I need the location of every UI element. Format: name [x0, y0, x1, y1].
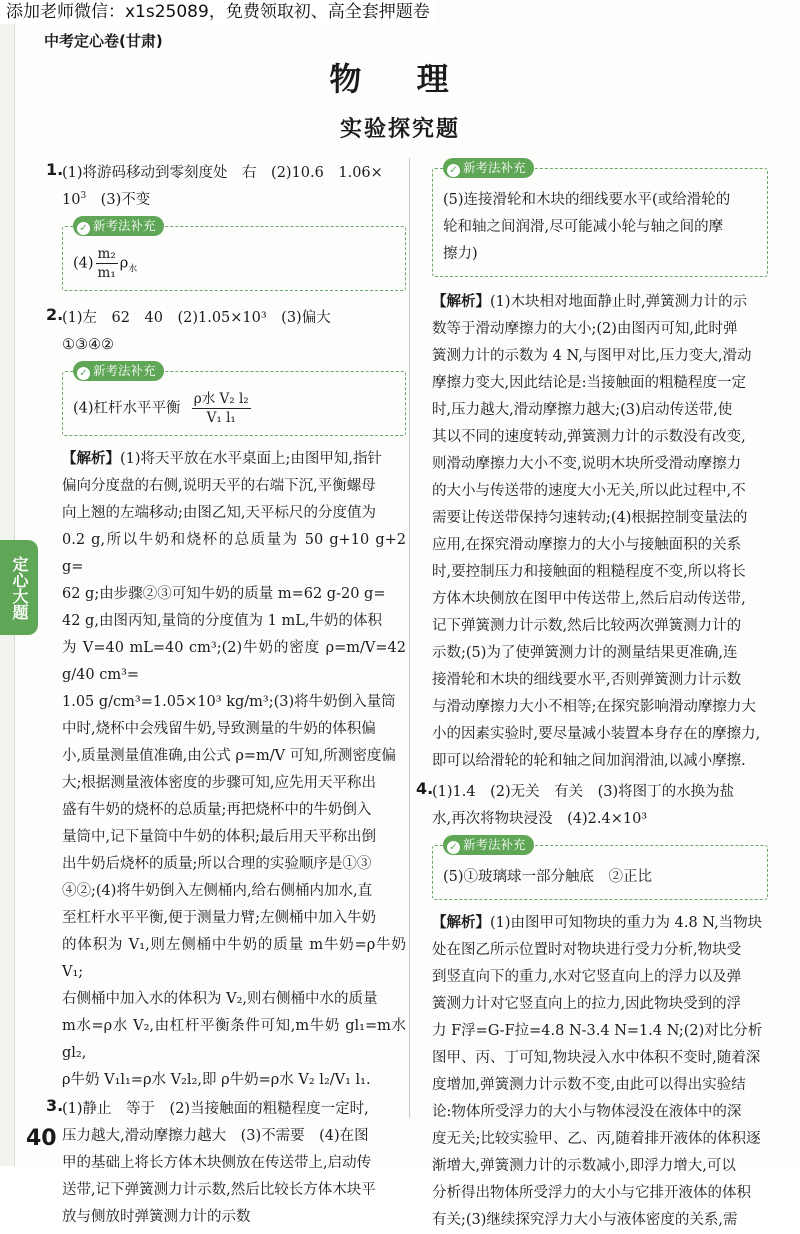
- text-line: 到竖直向下的重力,水对它竖直向上的浮力以及弹: [432, 969, 742, 985]
- supplement-box: [432, 837, 768, 900]
- text-line: 【解析】(1)将天平放在水平桌面上;由图甲知,指针: [62, 451, 383, 467]
- text-line: 偏向分度盘的右侧,说明天平的右端下沉,平衡螺母: [62, 478, 376, 494]
- fraction: $\frac{\text{ρ水 V₂ l₂}}{\text{V₁ l₁}}$: [193, 391, 249, 426]
- text-line: 送带,记下弹簧测力计示数,然后比较长方体木块平: [62, 1182, 376, 1198]
- analysis-3: [418, 289, 768, 775]
- question-number: 4.: [416, 779, 434, 798]
- text-line: 的大小与传送带的速度大小无关,所以此过程中,不: [432, 483, 746, 499]
- question-2: [48, 305, 406, 359]
- text-line: 力 F浮=G-F拉=4.8 N-3.4 N=1.4 N;(2)对比分析: [432, 1023, 763, 1039]
- left-column: [48, 160, 406, 1231]
- supplement-box: [62, 363, 406, 436]
- check-icon: ✓: [77, 367, 90, 380]
- supplement-badge: ✓ 新考法补充: [443, 835, 534, 855]
- text-line: 擦力): [443, 246, 478, 262]
- text-line: 甲的基础上将长方体木块侧放在传送带上,启动传: [62, 1155, 372, 1171]
- answer-lines: [432, 779, 768, 833]
- text-line: 有关;(3)继续探究浮力大小与液体密度的关系,需: [432, 1212, 738, 1228]
- text-line: 盛有牛奶的烧杯的总质量;再把烧杯中的牛奶倒入: [62, 802, 372, 818]
- supplement-box: [432, 160, 768, 277]
- supplement-text: (5)①玻璃球一部分触底 ②正比: [443, 869, 653, 885]
- text-line: 小,质量测量值准确,由公式 ρ=m/V 可知,所测密度偏: [62, 748, 396, 764]
- running-head: 中考定心卷(甘肃): [44, 32, 163, 50]
- text-line: 记下弹簧测力计示数,然后比较两次弹簧测力计的: [432, 618, 742, 634]
- text-line: (1)1.4 (2)无关 有关 (3)将图丁的水换为盐: [432, 784, 735, 800]
- text-line: 压力越大,滑动摩擦力越大 (3)不需要 (4)在图: [62, 1128, 369, 1144]
- supplement-text: (4)杠杆水平平衡 $\frac{\text{ρ水 V₂ l₂}}{\text{V₁ l₁}}$: [73, 391, 249, 426]
- text-line: 度无关;比较实验甲、乙、丙,随着排开液体的体积逐: [432, 1131, 761, 1147]
- analysis-2: [48, 446, 406, 1094]
- analysis-label: 【解析】: [62, 451, 120, 467]
- text-line: 小的因素实验时,要尽量减小装置本身存在的摩擦力,: [432, 726, 761, 742]
- supplement-text: (4) $\frac{\text{m₂}}{\text{m₁}}$ $\rho_水$: [73, 246, 138, 281]
- side-tab: 定心大题: [0, 540, 38, 635]
- text-line: 为 V=40 mL=40 cm³;(2)牛奶的密度 ρ=m/V=42 g/40 cm³=: [62, 640, 406, 683]
- answer-lines: [62, 1096, 406, 1231]
- text-line: 中时,烧杯中会残留牛奶,导致测量的牛奶的体积偏: [62, 721, 376, 737]
- text-line: 数等于滑动摩擦力的大小;(2)由图丙可知,此时弹: [432, 321, 738, 337]
- check-icon: ✓: [77, 222, 90, 235]
- answer-line: ①③④②: [62, 337, 114, 353]
- text-line: 时,压力越大,滑动摩擦力越大;(3)启动传送带,使: [432, 402, 733, 418]
- analysis-4: [418, 910, 768, 1234]
- text-line: 0.2 g,所以牛奶和烧杯的总质量为 50 g+10 g+2 g=: [62, 532, 406, 575]
- supplement-badge: ✓ 新考法补充: [73, 361, 164, 381]
- text-line: 62 g;由步骤②③可知牛奶的质量 m=62 g-20 g=: [62, 586, 386, 602]
- text-line: 摩擦力变大,因此结论是:当接触面的粗糙程度一定: [432, 375, 746, 391]
- answer-line: (1)左 62 40 (2)1.05×10³ (3)偏大: [62, 310, 331, 326]
- text-line: m水=ρ水 V₂,由杠杆平衡条件可知,m牛奶 gl₁=m水 gl₂,: [62, 1018, 406, 1061]
- analysis-text: [432, 910, 768, 1234]
- supplement-badge: ✓ 新考法补充: [73, 216, 164, 236]
- text-line: 出牛奶后烧杯的质量;所以合理的实验顺序是①③: [62, 856, 372, 872]
- page-number: 40: [26, 1126, 57, 1151]
- question-3: [48, 1096, 406, 1231]
- text-line: 时,要控制压力和接触面的粗糙程度不变,所以将长: [432, 564, 746, 580]
- column-divider: [409, 158, 410, 1118]
- answer-line: $10^3$ (3)不变: [62, 191, 151, 208]
- section-title: 实验探究题: [339, 117, 460, 142]
- text-line: (1)静止 等于 (2)当接触面的粗糙程度一定时,: [62, 1101, 369, 1117]
- question-4: [418, 779, 768, 833]
- text-line: 42 g,由图丙知,量筒的分度值为 1 mL,牛奶的体积: [62, 613, 382, 629]
- question-1: [48, 160, 406, 214]
- text-line: 需要让传送带保持匀速转动;(4)根据控制变量法的: [432, 510, 748, 526]
- text-line: 簧测力计对它竖直向上的拉力,因此物块受到的浮: [432, 996, 742, 1012]
- answer-line: (1)将游码移动到零刻度处 右 (2)10.6 1.06×: [62, 165, 383, 181]
- text-line: 向上翘的左端移动;由图乙知,天平标尺的分度值为: [62, 505, 376, 521]
- text-line: (5)连接滑轮和木块的细线要水平(或给滑轮的: [443, 192, 731, 208]
- question-number: 1.: [46, 160, 64, 179]
- text-line: 【解析】(1)木块相对地面静止时,弹簧测力计的示: [432, 294, 748, 310]
- text-line: 的体积为 V₁,则左侧桶中牛奶的质量 m牛奶=ρ牛奶 V₁;: [62, 937, 406, 980]
- text-line: 应用,在探究滑动摩擦力的大小与接触面积的关系: [432, 537, 742, 553]
- check-icon: ✓: [447, 841, 460, 854]
- text-line: 渐增大,弹簧测力计的示数减小,即浮力增大,可以: [432, 1158, 736, 1174]
- text-line: 轮和轴之间润滑,尽可能减小轮与轴之间的摩: [443, 219, 724, 235]
- text-line: 放与侧放时弹簧测力计的示数: [62, 1209, 251, 1225]
- supplement-text: [443, 187, 757, 268]
- analysis-label: 【解析】: [432, 915, 490, 931]
- text-line: 簧测力计的示数为 4 N,与图甲对比,压力变大,滑动: [432, 348, 752, 364]
- question-number: 3.: [46, 1096, 64, 1115]
- text-line: 方体木块侧放在图甲中传送带上,然后启动传送带,: [432, 591, 746, 607]
- text-line: 示数;(5)为了使弹簧测力计的测量结果更准确,连: [432, 645, 738, 661]
- text-line: 右侧桶中加入水的体积为 V₂,则右侧桶中水的质量: [62, 991, 378, 1007]
- text-line: ρ牛奶 V₁l₁=ρ水 V₂l₂,即 ρ牛奶=ρ水 V₂ l₂/V₁ l₁.: [62, 1072, 371, 1088]
- text-line: 论:物体所受浮力的大小与物体浸没在液体中的深: [432, 1104, 742, 1120]
- page-title: 物 理: [329, 60, 471, 98]
- text-line: 大;根据测量液体密度的步骤可知,应先用天平称出: [62, 775, 376, 791]
- question-number: 2.: [46, 305, 64, 324]
- text-line: 处在图乙所示位置时对物块进行受力分析,物块受: [432, 942, 742, 958]
- text-line: 分析得出物体所受浮力的大小与它排开液体的体积: [432, 1185, 751, 1201]
- text-line: 度增加,弹簧测力计示数不变,由此可以得出实验结: [432, 1077, 746, 1093]
- text-line: 其以不同的速度转动,弹簧测力计的示数没有改变,: [432, 429, 746, 445]
- text-line: 1.05 g/cm³=1.05×10³ kg/m³;(3)将牛奶倒入量筒: [62, 694, 396, 710]
- text-line: 量筒中,记下量筒中牛奶的体积;最后用天平称出倒: [62, 829, 376, 845]
- text-line: 与滑动摩擦力大小不相等;在探究影响滑动摩擦力大: [432, 699, 756, 715]
- watermark: 添加老师微信：x1s25089，免费领取初、高全套押题卷: [0, 0, 436, 24]
- text-line: 即可以给滑轮的轮和轴之间加润滑油,以减小摩擦.: [432, 753, 746, 769]
- supplement-box: [62, 218, 406, 291]
- fraction: $\frac{\text{m₂}}{\text{m₁}}$: [97, 246, 116, 281]
- text-line: 至杠杆水平平衡,便于测量力臂;左侧桶中加入牛奶: [62, 910, 376, 926]
- text-line: 【解析】(1)由图甲可知物块的重力为 4.8 N,当物块: [432, 915, 763, 931]
- text-line: 水,再次将物块浸没 (4)2.4×10³: [432, 811, 648, 827]
- analysis-label: 【解析】: [432, 294, 490, 310]
- text-line: ④②;(4)将牛奶倒入左侧桶内,给右侧桶内加水,直: [62, 883, 373, 899]
- right-column: [418, 158, 768, 1234]
- text-line: 接滑轮和木块的细线要水平,否则弹簧测力计示数: [432, 672, 742, 688]
- check-icon: ✓: [447, 164, 460, 177]
- supplement-badge: ✓ 新考法补充: [443, 158, 534, 178]
- text-line: 图甲、丙、丁可知,物块浸入水中体积不变时,随着深: [432, 1050, 761, 1066]
- analysis-text: [432, 289, 768, 775]
- text-line: 则滑动摩擦力大小不变,说明木块所受滑动摩擦力: [432, 456, 742, 472]
- analysis-text: [62, 446, 406, 1094]
